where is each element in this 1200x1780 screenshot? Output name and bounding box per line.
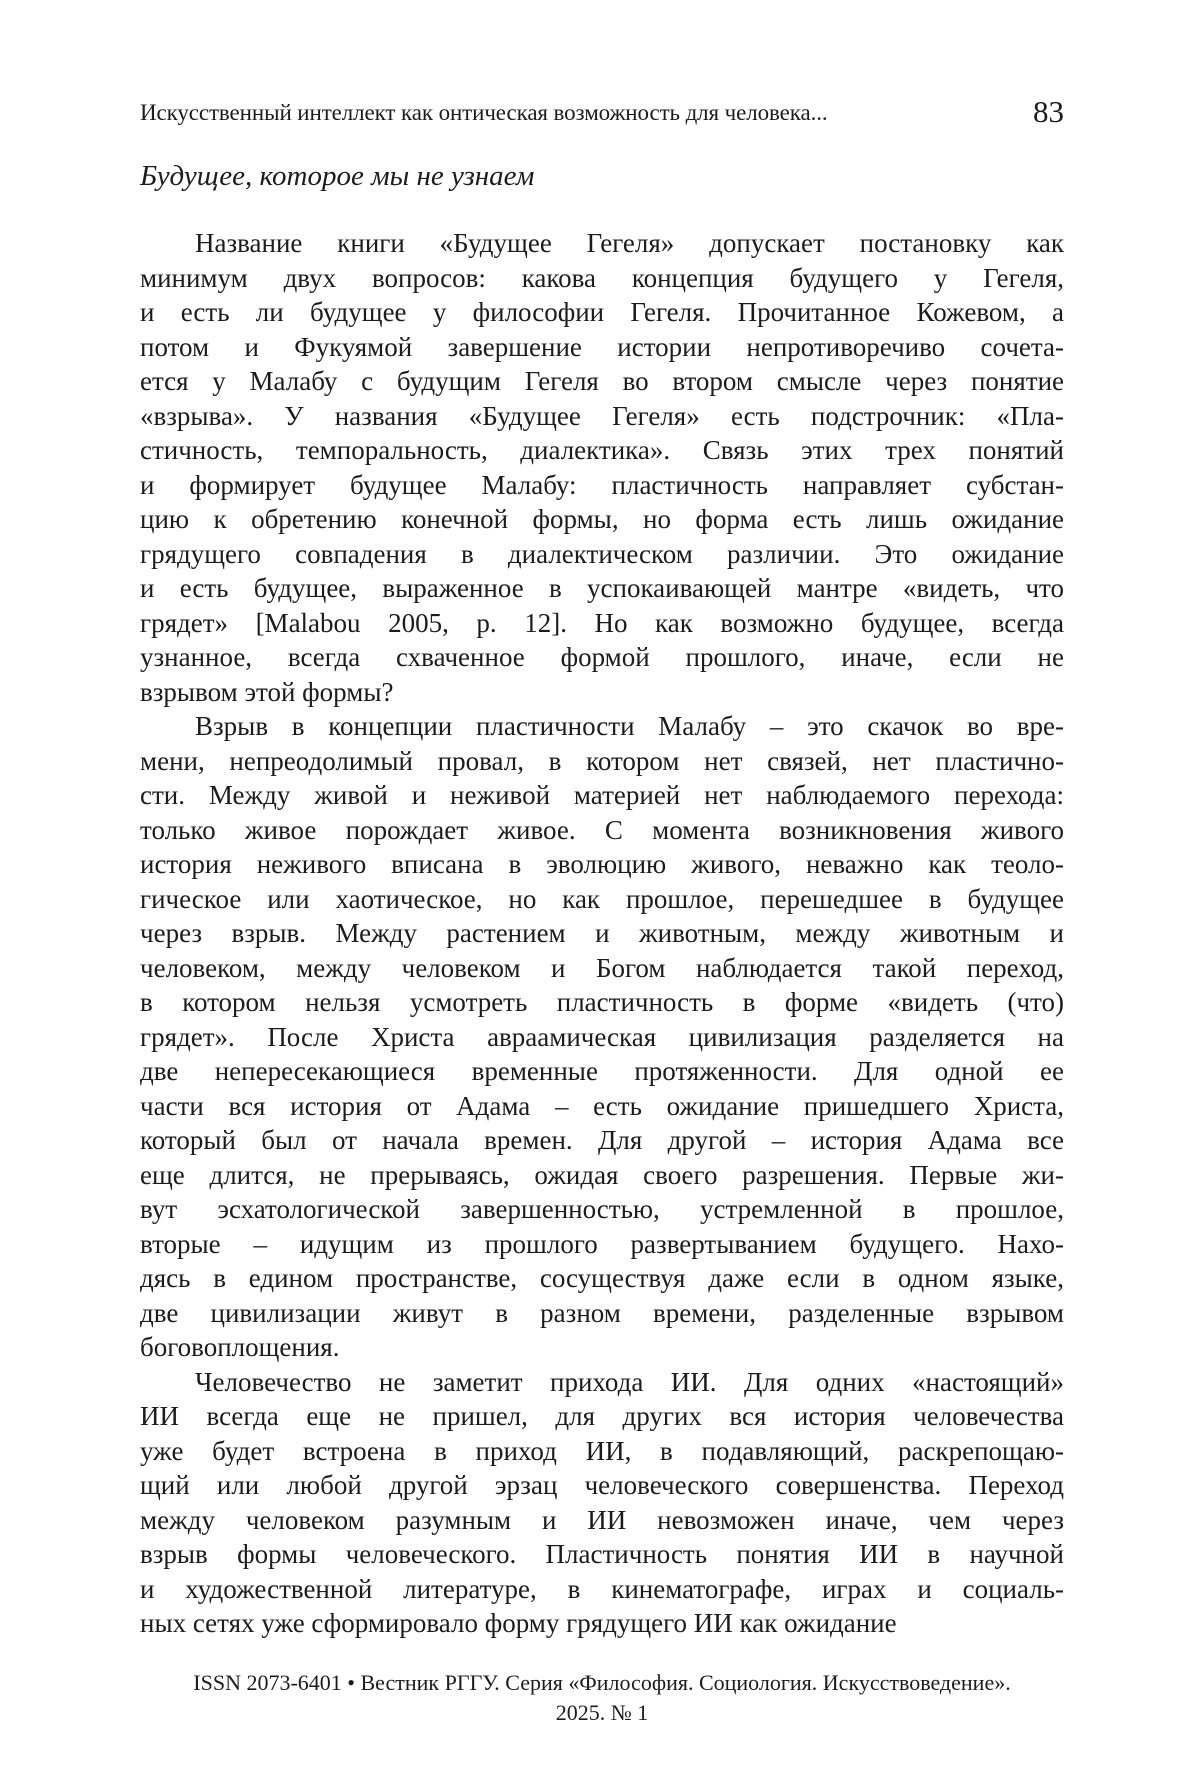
text-line: сти. Между живой и неживой материей нет наблюдаемого перехода: xyxy=(140,780,1064,810)
page-number: 83 xyxy=(1033,94,1064,129)
text-line: уже будет встроена в приход ИИ, в подавляющий, раскрепощаю- xyxy=(140,1435,1064,1466)
text-line: Взрыв в концепции пластичности Малабу – это скачок во вре- xyxy=(195,711,1064,741)
text-line: и формирует будущее Малабу: пластичность направляет субстан- xyxy=(140,469,1064,500)
text-line: в котором нельзя усмотреть пластичность в форме «видеть (что) xyxy=(140,987,1064,1017)
text-line: Название книги «Будущее Гегеля» допускает постановку как xyxy=(195,228,1064,258)
text-line: вут эсхатологической завершенностью, устремленной в прошлое, xyxy=(140,1194,1064,1224)
text-line: две цивилизации живут в разном времени, разделенные взрывом xyxy=(140,1297,1064,1328)
text-line: Человечество не заметит прихода ИИ. Для одних «настоящий» xyxy=(195,1366,1064,1397)
text-line: вторые – идущим из прошлого развертыванием будущего. Нахо- xyxy=(140,1228,1064,1259)
text-line: гическое или хаотическое, но как прошлое, перешедшее в будущее xyxy=(140,883,1064,914)
footer xyxy=(140,1668,1064,1728)
text-line: две непересекающиеся временные протяженности. Для одной ее xyxy=(140,1056,1064,1086)
text-line: ИИ всегда еще не пришел, для других вся история человечества xyxy=(140,1401,1064,1431)
section-title: Будущее, которое мы не узнаем xyxy=(140,160,535,192)
paragraph xyxy=(140,1365,1064,1641)
body-text xyxy=(140,226,1064,1642)
text-line: части вся история от Адама – есть ожидание пришедшего Христа, xyxy=(140,1090,1064,1121)
text-line: ется у Малабу с будущим Гегеля во втором смысле через понятие xyxy=(140,366,1064,396)
text-line: грядет» [Malabou 2005, p. 12]. Но как возможно будущее, всегда xyxy=(140,607,1064,638)
text-line: боговоплощения. xyxy=(140,1332,340,1362)
paragraph xyxy=(140,709,1064,1365)
text-line: грядущего совпадения в диалектическом различии. Это ожидание xyxy=(140,538,1064,569)
text-line: история неживого вписана в эволюцию живого, неважно как теоло- xyxy=(140,849,1064,879)
running-title: Искусственный интеллект как онтическая возможность для человека... xyxy=(140,100,828,125)
text-line: дясь в едином пространстве, сосуществуя даже если в одном языке, xyxy=(140,1263,1064,1293)
text-line: и есть ли будущее у философии Гегеля. Прочитанное Кожевом, а xyxy=(140,297,1064,327)
text-line: узнанное, всегда схваченное формой прошлого, иначе, если не xyxy=(140,642,1064,672)
text-line: и художественной литературе, в кинематографе, играх и социаль- xyxy=(140,1573,1064,1604)
text-line: между человеком разумным и ИИ невозможен иначе, чем через xyxy=(140,1504,1064,1535)
text-line: только живое порождает живое. С момента возникновения живого xyxy=(140,814,1064,845)
text-line: потом и Фукуямой завершение истории непротиворечиво сочета- xyxy=(140,331,1064,362)
text-line: щий или любой другой эрзац человеческого совершенства. Переход xyxy=(140,1470,1064,1500)
text-line: минимум двух вопросов: какова концепция будущего у Гегеля, xyxy=(140,262,1064,293)
text-line: стичность, темпоральность, диалектика». Связь этих трех понятий xyxy=(140,435,1064,465)
text-line: цию к обретению конечной формы, но форма есть лишь ожидание xyxy=(140,504,1064,534)
text-line: взрыв формы человеческого. Пластичность понятия ИИ в научной xyxy=(140,1539,1064,1569)
text-line: «взрыва». У названия «Будущее Гегеля» есть подстрочник: «Пла- xyxy=(140,400,1064,431)
text-line: и есть будущее, выраженное в успокаивающей мантре «видеть, что xyxy=(140,573,1064,603)
footer-issue-line: 2025. № 1 xyxy=(555,1700,649,1725)
text-line: взрывом этой формы? xyxy=(140,676,394,707)
text-line: еще длится, не прерываясь, ожидая своего разрешения. Первые жи- xyxy=(140,1159,1064,1190)
text-line: грядет». После Христа авраамическая цивилизация разделяется на xyxy=(140,1021,1064,1052)
text-line: человеком, между человеком и Богом наблюдается такой переход, xyxy=(140,952,1064,983)
footer-journal-line: ISSN 2073-6401 • Вестник РГГУ. Серия «Философия. Социология. Искусствоведение». xyxy=(193,1670,1011,1695)
running-header xyxy=(140,96,1064,136)
text-line: через взрыв. Между растением и животным, между животным и xyxy=(140,918,1064,948)
text-line: который был от начала времен. Для другой – история Адама все xyxy=(140,1125,1064,1155)
text-line: мени, непреодолимый провал, в котором нет связей, нет пластично- xyxy=(140,745,1064,776)
paragraph xyxy=(140,226,1064,709)
text-line: ных сетях уже сформировало форму грядущего ИИ как ожидание xyxy=(140,1608,897,1638)
